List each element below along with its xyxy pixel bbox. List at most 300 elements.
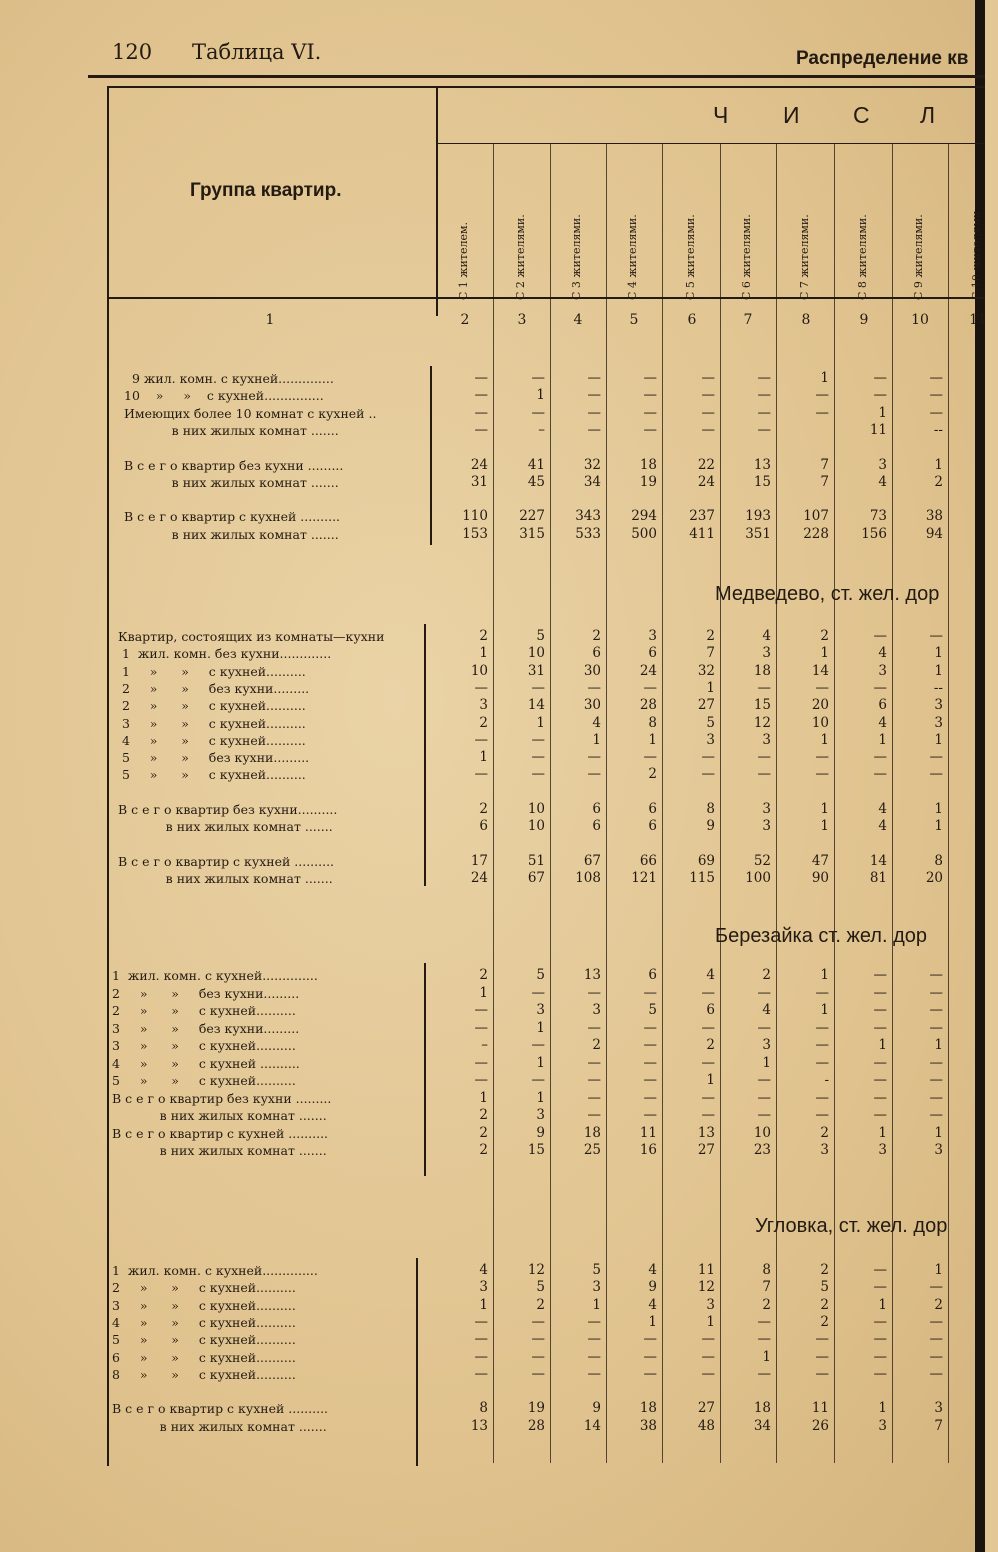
table-cell: 7 — [820, 456, 829, 473]
table-cell: 52 — [753, 852, 771, 869]
row-label: В с е г о квартир с кухней .......... — [112, 1401, 329, 1417]
table-cell: — — [701, 404, 715, 421]
table-cell: 28 — [639, 697, 657, 714]
table-cell: 7 — [706, 645, 715, 662]
table-cell: — — [929, 1002, 943, 1018]
table-row — [0, 1055, 985, 1072]
row-label: в них жилых комнат ....... — [118, 819, 333, 835]
table-row — [0, 526, 985, 543]
table-row — [0, 784, 985, 801]
table-row — [0, 387, 985, 404]
table-cell: 12 — [527, 1262, 545, 1278]
table-cell: — — [815, 679, 829, 696]
table-cell: — — [929, 404, 943, 421]
column-header-text: С 10 жителями. — [970, 207, 983, 300]
row-label: в них жилых комнат ....... — [112, 1143, 327, 1158]
table-row — [0, 1314, 985, 1331]
table-cell: 5 — [706, 714, 715, 731]
table-cell: 351 — [745, 525, 771, 542]
table-cell: 6 — [479, 818, 488, 835]
table-row — [0, 1002, 985, 1019]
table-row — [0, 1037, 985, 1054]
table-cell: — — [873, 1089, 887, 1106]
table-cell: — — [815, 984, 829, 1001]
table-cell: 10 — [527, 818, 545, 835]
table-cell: — — [701, 984, 715, 1001]
table-cell: 2 — [762, 967, 771, 983]
table-cell: — — [643, 1107, 657, 1123]
row-label: 1 жил. комн. без кухни............. — [118, 646, 332, 662]
table-cell: 69 — [697, 852, 715, 869]
row-label: 5 » » без кухни......... — [118, 750, 310, 766]
table-cell: — — [701, 1365, 715, 1382]
table-cell: 34 — [583, 473, 601, 490]
table-row — [0, 1331, 985, 1348]
row-label: 4 » » с кухней.......... — [112, 1314, 296, 1330]
table-cell: — — [587, 679, 601, 696]
table-cell: 2 — [762, 1296, 771, 1313]
row-label: 3 » » с кухней.......... — [118, 715, 306, 731]
table-cell: 3 — [934, 1142, 943, 1158]
page-number: 120 — [112, 40, 153, 64]
chisl-letter: Л — [920, 102, 936, 128]
table-cell: 73 — [869, 508, 887, 525]
table-cell: — — [873, 1313, 887, 1330]
table-row — [0, 967, 985, 984]
table-cell: 315 — [519, 525, 545, 542]
table-cell: — — [929, 967, 943, 983]
table-cell: 3 — [820, 1142, 829, 1158]
column-number: 11 — [969, 312, 987, 328]
table-row — [0, 732, 985, 749]
table-cell: 1 — [706, 679, 715, 696]
table-cell: — — [587, 766, 601, 783]
table-cell: 11 — [697, 1262, 715, 1278]
table-cell: 2 — [479, 628, 488, 644]
table-cell: 24 — [470, 456, 488, 473]
table-cell: 3 — [934, 714, 943, 731]
table-cell: 18 — [753, 1400, 771, 1417]
table-cell: 16 — [639, 1142, 657, 1158]
table-cell: — — [531, 1037, 545, 1053]
table-cell: 156 — [861, 525, 887, 542]
table-cell: 1 — [820, 818, 829, 835]
table-cell: 2 — [479, 714, 488, 731]
table-cell: — — [815, 1331, 829, 1348]
table-cell: 31 — [527, 662, 545, 679]
table-cell: 1 — [536, 1089, 545, 1106]
table-cell: — — [587, 749, 601, 766]
table-cell: 11 — [811, 1400, 829, 1417]
table-cell: — — [873, 984, 887, 1001]
table-cell: 27 — [697, 1400, 715, 1417]
table-cell: — — [701, 766, 715, 783]
table-cell: 4 — [648, 1296, 657, 1313]
table-cell: — — [643, 421, 657, 438]
table-cell: 6 — [706, 1002, 715, 1018]
table-cell: 67 — [527, 870, 545, 887]
table-cell: 1 — [479, 1089, 488, 1106]
table-cell: 2 — [820, 1262, 829, 1278]
table-row — [0, 1366, 985, 1383]
table-row — [0, 870, 985, 887]
row-label: 3 » » с кухней.......... — [112, 1297, 296, 1313]
table-cell: 3 — [762, 645, 771, 662]
table-row — [0, 715, 985, 732]
table-cell: — — [815, 404, 829, 421]
table-cell: — — [873, 370, 887, 386]
table-cell: 81 — [869, 870, 887, 887]
table-cell: 11 — [869, 421, 887, 438]
row-label: 4 » » с кухней .......... — [112, 1055, 300, 1071]
table-row — [0, 697, 985, 714]
table-cell: — — [929, 1089, 943, 1106]
table-cell: 2 — [479, 801, 488, 817]
table-cell: — — [531, 1365, 545, 1382]
table-cell: 51 — [527, 852, 545, 869]
table-row — [0, 1349, 985, 1366]
table-cell: 7 — [762, 1279, 771, 1296]
table-row — [0, 836, 985, 853]
column-header-text: С 2 жителями. — [514, 214, 527, 300]
table-cell: 343 — [575, 508, 601, 525]
table-cell: 4 — [479, 1262, 488, 1278]
table-row — [0, 1297, 985, 1314]
table-cell: — — [815, 766, 829, 783]
table-row — [0, 491, 985, 508]
row-label: в них жилых комнат ....... — [124, 526, 339, 542]
table-cell: — — [873, 1279, 887, 1296]
column-header-text: С 3 жителями. — [570, 214, 583, 300]
table-cell: 20 — [925, 870, 943, 887]
table-cell: — — [474, 679, 488, 696]
section-title: Угловка, ст. жел. дор — [755, 1215, 948, 1237]
row-label: 9 жил. комн. с кухней.............. — [124, 371, 334, 386]
table-cell: 48 — [697, 1417, 715, 1434]
table-cell: 6 — [648, 818, 657, 835]
table-cell: 34 — [753, 1417, 771, 1434]
table-cell: 13 — [470, 1417, 488, 1434]
table-cell: 27 — [697, 1142, 715, 1158]
table-cell: 12 — [753, 714, 771, 731]
table-cell: 1 — [479, 749, 488, 766]
table-cell: 14 — [527, 697, 545, 714]
table-cell: 4 — [878, 645, 887, 662]
table-cell: — — [474, 766, 488, 783]
column-header-text: С 6 жителями. — [740, 214, 753, 300]
row-label: 2 » » с кухней.......... — [118, 698, 306, 714]
table-cell: 8 — [762, 1262, 771, 1278]
table-cell: — — [643, 370, 657, 386]
table-cell: 4 — [878, 801, 887, 817]
table-cell: — — [701, 1348, 715, 1365]
table-cell: 1 — [934, 456, 943, 473]
table-cell: 10 — [753, 1124, 771, 1141]
table-cell: 107 — [803, 508, 829, 525]
table-cell: — — [929, 1313, 943, 1330]
table-cell: — — [701, 1019, 715, 1036]
table-cell: — — [757, 1019, 771, 1036]
table-row — [0, 1107, 985, 1124]
table-cell: 5 — [820, 1279, 829, 1296]
table-cell: 9 — [536, 1124, 545, 1141]
table-cell: 3 — [479, 697, 488, 714]
row-label: 2 » » без кухни......... — [112, 985, 300, 1001]
table-cell: — — [701, 421, 715, 438]
row-label: в них жилых комнат ....... — [112, 1418, 327, 1434]
table-cell: 193 — [745, 508, 771, 525]
table-cell: 26 — [811, 1417, 829, 1434]
header-bottom-rule — [108, 297, 985, 299]
table-cell: 2 — [820, 1124, 829, 1141]
table-cell: 10 — [527, 801, 545, 817]
table-cell: — — [815, 1037, 829, 1053]
table-cell: 411 — [689, 525, 715, 542]
table-cell: — — [643, 1348, 657, 1365]
table-row — [0, 439, 985, 456]
table-cell: 14 — [811, 662, 829, 679]
table-cell: — — [873, 679, 887, 696]
table-cell: — — [815, 1019, 829, 1036]
row-label: 1 жил. комн. с кухней.............. — [112, 1263, 318, 1278]
chisl-letter: С — [853, 102, 870, 128]
header-rule — [88, 75, 985, 78]
row-label: 8 » » с кухней.......... — [112, 1366, 296, 1382]
table-cell: 32 — [697, 662, 715, 679]
table-cell: — — [815, 387, 829, 404]
table-label: Таблица VI. — [192, 40, 322, 64]
table-cell: — — [701, 370, 715, 386]
column-header-text: С 9 жителями. — [912, 214, 925, 300]
table-cell: 28 — [527, 1417, 545, 1434]
table-row — [0, 1142, 985, 1159]
table-cell: 9 — [648, 1279, 657, 1296]
table-cell: — — [757, 749, 771, 766]
row-label: 2 » » с кухней.......... — [112, 1280, 296, 1296]
table-cell: 2 — [820, 1296, 829, 1313]
table-cell: 1 — [878, 1124, 887, 1141]
table-cell: — — [873, 1348, 887, 1365]
table-cell: — — [873, 1019, 887, 1036]
table-cell: 8 — [479, 1400, 488, 1417]
table-cell: 6 — [592, 801, 601, 817]
table-row — [0, 457, 985, 474]
table-row — [0, 766, 985, 783]
table-cell: 41 — [527, 456, 545, 473]
table-cell: — — [643, 404, 657, 421]
table-cell: 47 — [811, 852, 829, 869]
table-cell: 2 — [648, 766, 657, 783]
column-header-text: С 5 жителями. — [684, 214, 697, 300]
table-cell: 13 — [753, 456, 771, 473]
row-label: в них жилых комнат ....... — [118, 871, 333, 887]
table-cell: 5 — [536, 628, 545, 644]
table-cell: — — [701, 1089, 715, 1106]
table-cell: — — [929, 370, 943, 386]
table-cell: 8 — [648, 714, 657, 731]
table-cell: 1 — [762, 1054, 771, 1071]
table-cell: 17 — [470, 852, 488, 869]
table-cell: 1 — [934, 1262, 943, 1278]
table-cell: 25 — [583, 1142, 601, 1158]
table-cell: 8 — [706, 801, 715, 817]
table-cell: 13 — [697, 1124, 715, 1141]
table-cell: 90 — [811, 870, 829, 887]
table-cell: — — [929, 749, 943, 766]
table-cell: — — [587, 1054, 601, 1071]
table-cell: 1 — [592, 731, 601, 748]
column-number: 1 — [265, 312, 275, 328]
table-cell: — — [929, 984, 943, 1001]
table-cell: 4 — [706, 967, 715, 983]
table-cell: 11 — [639, 1124, 657, 1141]
table-cell: 1 — [820, 370, 829, 386]
table-cell: — — [929, 1054, 943, 1071]
table-cell: 1 — [934, 662, 943, 679]
table-cell: — — [873, 1072, 887, 1088]
row-label: В с е г о квартир без кухни.......... — [118, 802, 338, 817]
table-cell: — — [587, 1313, 601, 1330]
table-cell: 6 — [878, 697, 887, 714]
table-cell: — — [757, 421, 771, 438]
row-label: 10 » » с кухней............... — [124, 388, 324, 404]
table-cell: — — [587, 387, 601, 404]
table-cell: — — [873, 628, 887, 644]
row-label: В с е г о квартир без кухни ......... — [124, 457, 344, 473]
row-label: 1 » » с кухней.......... — [118, 663, 306, 679]
section-title: Медведево, ст. жел. дор — [715, 583, 940, 605]
column-header-text: С 7 жителями. — [798, 214, 811, 300]
table-cell: 1 — [479, 984, 488, 1001]
table-cell: — — [873, 1262, 887, 1278]
row-label: 1 жил. комн. с кухней.............. — [112, 968, 318, 983]
table-cell: 3 — [762, 731, 771, 748]
table-cell: 1 — [820, 731, 829, 748]
table-cell: — — [531, 749, 545, 766]
row-label: 2 » » с кухней.......... — [112, 1003, 296, 1018]
table-cell: — — [701, 749, 715, 766]
table-row — [0, 1383, 985, 1400]
table-cell: 13 — [583, 967, 601, 983]
table-cell: 10 — [527, 645, 545, 662]
table-cell: 14 — [583, 1417, 601, 1434]
table-cell: — — [474, 1019, 488, 1036]
table-cell: — — [873, 1054, 887, 1071]
column-number: 9 — [859, 312, 869, 328]
table-row — [0, 853, 985, 870]
table-cell: — — [873, 1002, 887, 1018]
table-cell: — — [873, 1365, 887, 1382]
column-number: 4 — [573, 312, 583, 328]
table-cell: 1 — [479, 645, 488, 662]
table-cell: 2 — [706, 628, 715, 644]
table-cell: 24 — [697, 473, 715, 490]
table-cell: — — [643, 1072, 657, 1088]
table-cell: 1 — [479, 1296, 488, 1313]
table-cell: 3 — [592, 1279, 601, 1296]
table-row — [0, 1279, 985, 1296]
table-cell: — — [587, 1107, 601, 1123]
table-cell: 4 — [878, 818, 887, 835]
table-cell: 12 — [697, 1279, 715, 1296]
table-row — [0, 1020, 985, 1037]
table-cell: 3 — [762, 801, 771, 817]
chisl-letter: Ч — [713, 102, 729, 128]
table-cell: 1 — [878, 731, 887, 748]
table-cell: — — [531, 1072, 545, 1088]
table-cell: 30 — [583, 662, 601, 679]
table-cell: 20 — [811, 697, 829, 714]
table-cell: 3 — [706, 731, 715, 748]
table-cell: — — [643, 1331, 657, 1348]
table-cell: 3 — [762, 818, 771, 835]
table-cell: — — [701, 387, 715, 404]
column-number: 3 — [517, 312, 527, 328]
table-cell: 108 — [575, 870, 601, 887]
table-cell: — — [643, 1365, 657, 1382]
table-cell: 1 — [820, 967, 829, 983]
table-cell: 533 — [575, 525, 601, 542]
column-number: 2 — [460, 312, 470, 328]
table-cell: — — [929, 387, 943, 404]
table-cell: — — [643, 1054, 657, 1071]
table-cell: 2 — [479, 1142, 488, 1158]
table-cell: 18 — [753, 662, 771, 679]
table-cell: — — [587, 1365, 601, 1382]
table-row — [0, 405, 985, 422]
table-cell: — — [474, 731, 488, 748]
table-cell: 7 — [934, 1417, 943, 1434]
table-cell: 10 — [811, 714, 829, 731]
table-cell: - — [824, 1072, 829, 1088]
table-cell: — — [757, 1072, 771, 1088]
table-cell: — — [643, 1089, 657, 1106]
column-number: 7 — [743, 312, 753, 328]
table-cell: 18 — [639, 1400, 657, 1417]
table-cell: 1 — [934, 1037, 943, 1053]
row-label: 2 » » без кухни......... — [118, 680, 310, 696]
table-cell: 5 — [648, 1002, 657, 1018]
table-cell: — — [474, 1331, 488, 1348]
table-cell: 38 — [639, 1417, 657, 1434]
table-cell: — — [531, 1313, 545, 1330]
table-cell: 4 — [592, 714, 601, 731]
table-cell: — — [873, 766, 887, 783]
table-cell: — — [815, 1107, 829, 1123]
row-label: 5 » » с кухней.......... — [112, 1332, 296, 1348]
table-cell: 7 — [820, 473, 829, 490]
table-cell: 38 — [925, 508, 943, 525]
table-cell: 2 — [536, 1296, 545, 1313]
table-cell: 27 — [697, 697, 715, 714]
table-cell: 45 — [527, 473, 545, 490]
row-label: 6 » » с кухней.......... — [112, 1349, 296, 1365]
table-cell: — — [587, 1019, 601, 1036]
table-cell: 6 — [592, 645, 601, 662]
table-cell: 153 — [462, 525, 488, 542]
label-column-border — [436, 86, 438, 316]
table-cell: 4 — [878, 714, 887, 731]
table-cell: — — [643, 679, 657, 696]
table-cell: — — [929, 1279, 943, 1296]
table-cell: -- — [933, 679, 943, 696]
table-cell: 3 — [878, 1417, 887, 1434]
table-cell: -- — [933, 421, 943, 438]
table-cell: 1 — [820, 645, 829, 662]
table-cell: 5 — [592, 1262, 601, 1278]
row-label: 5 » » с кухней.......... — [118, 767, 306, 783]
table-cell: — — [643, 749, 657, 766]
